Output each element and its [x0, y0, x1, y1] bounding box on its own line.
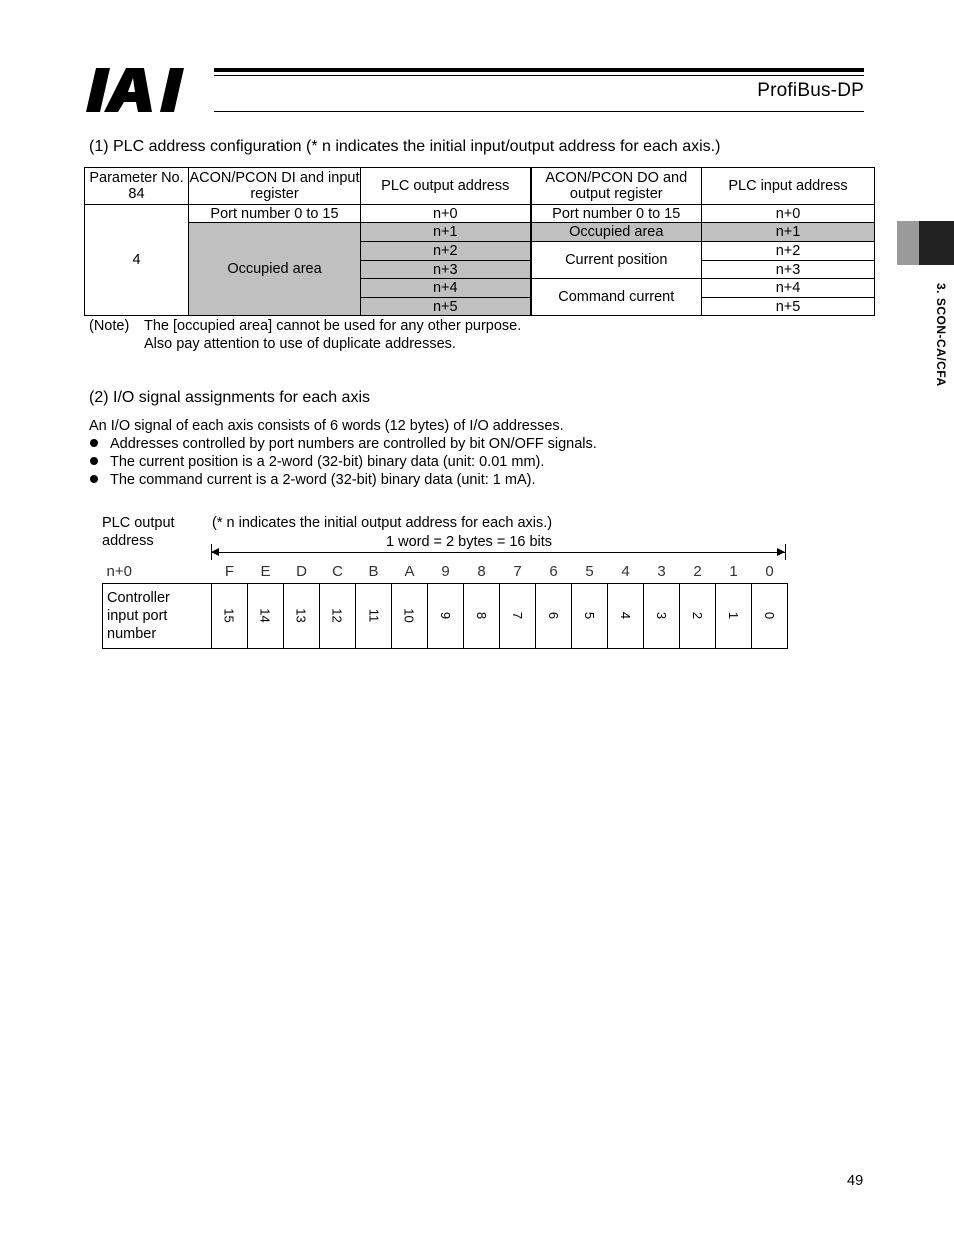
do-occupied: Occupied area — [531, 223, 702, 242]
address-label: n+0 — [106, 562, 132, 580]
plc-output-3: n+3 — [361, 261, 531, 279]
plc-input-1: n+1 — [702, 223, 875, 242]
bit-hex: D — [296, 562, 307, 580]
table-header-row — [85, 168, 875, 205]
bit-hex: E — [260, 562, 271, 580]
side-tab-marker-light — [897, 221, 919, 265]
table-row — [85, 223, 875, 242]
port-number-row — [103, 584, 788, 649]
port-number: 15 — [222, 608, 237, 623]
controller-input-port-label — [103, 584, 212, 649]
plc-input-0: n+0 — [702, 205, 875, 223]
bit-hex: 3 — [657, 562, 666, 580]
port-cell — [212, 584, 248, 649]
bit-hex: B — [368, 562, 379, 580]
header-do: ACON/PCON DO and output register — [531, 168, 702, 205]
port-cell — [644, 584, 680, 649]
note-line1: The [occupied area] cannot be used for any other purpose. — [144, 318, 522, 334]
arrow-left-icon — [211, 548, 219, 556]
bullet-text: The command current is a 2-word (32-bit) binary data (unit: 1 mA). — [110, 472, 536, 488]
note-line2: Also pay attention to use of duplicate addresses. — [144, 336, 456, 352]
di-port: Port number 0 to 15 — [189, 205, 361, 223]
label-line: PLC output — [102, 515, 175, 531]
bit-hex: 7 — [513, 562, 522, 580]
port-number: 12 — [330, 608, 345, 623]
bullet-dot-icon — [90, 457, 98, 465]
port-cell — [464, 584, 500, 649]
port-cell — [572, 584, 608, 649]
plc-input-2: n+2 — [702, 242, 875, 261]
port-number: 1 — [725, 611, 741, 620]
header-plc-input: PLC input address — [702, 168, 875, 205]
section1-heading: (1) PLC address configuration (* n indicates the initial input/output address for each axis.) — [89, 138, 721, 155]
port-cell — [428, 584, 464, 649]
param-value: 4 — [85, 205, 189, 316]
bit-hex: 2 — [693, 562, 702, 580]
plc-address-table — [84, 167, 875, 316]
port-cell — [392, 584, 428, 649]
port-cell — [356, 584, 392, 649]
label-line: Controller — [107, 590, 170, 606]
header-rule-thin — [214, 75, 864, 76]
section2-heading: (2) I/O signal assignments for each axis — [89, 389, 371, 406]
bit-hex: 1 — [729, 562, 738, 580]
port-number: 7 — [509, 611, 525, 620]
port-cell — [320, 584, 356, 649]
port-cell — [752, 584, 788, 649]
header-di: ACON/PCON DI and input register — [189, 168, 361, 205]
bit-hex: C — [332, 562, 343, 580]
plc-output-address-label — [102, 514, 175, 550]
port-number: 0 — [761, 611, 777, 620]
bit-assignment-table — [102, 559, 788, 649]
plc-output-5: n+5 — [361, 298, 531, 316]
dimension-line — [212, 552, 785, 553]
plc-input-5: n+5 — [702, 298, 875, 316]
header-rule-bottom — [214, 111, 864, 112]
plc-output-2: n+2 — [361, 242, 531, 261]
header-parameter: Parameter No. 84 — [85, 168, 189, 205]
port-number: 8 — [473, 611, 489, 620]
label-line: number — [107, 626, 157, 642]
header-title: ProfiBus-DP — [757, 80, 864, 101]
side-tab-label: 3. SCON-CA/CFA — [934, 283, 948, 387]
port-cell — [284, 584, 320, 649]
section2-intro: An I/O signal of each axis consists of 6 words (12 bytes) of I/O addresses. — [89, 418, 564, 434]
plc-input-3: n+3 — [702, 261, 875, 279]
arrow-right-icon — [777, 548, 785, 556]
do-current-position: Current position — [531, 242, 702, 279]
port-number: 6 — [545, 611, 561, 620]
bit-hex: 8 — [477, 562, 486, 580]
dimension-tick-right — [785, 544, 786, 560]
label-line: input port — [107, 608, 168, 624]
port-number: 13 — [294, 608, 309, 623]
bullet-item — [90, 454, 544, 470]
di-occupied: Occupied area — [189, 223, 361, 316]
bit-hex: 9 — [441, 562, 450, 580]
port-number: 9 — [437, 611, 453, 620]
diagram-note: (* n indicates the initial output address for each axis.) — [212, 515, 553, 531]
do-command-current: Command current — [531, 279, 702, 316]
bit-hex: 4 — [621, 562, 630, 580]
bit-hex: A — [404, 562, 415, 580]
plc-output-1: n+1 — [361, 223, 531, 242]
bit-hex: 5 — [585, 562, 594, 580]
bit-hex: 6 — [549, 562, 558, 580]
port-cell — [248, 584, 284, 649]
bullet-dot-icon — [90, 475, 98, 483]
port-cell — [500, 584, 536, 649]
table-row — [85, 205, 875, 223]
plc-input-4: n+4 — [702, 279, 875, 298]
port-number: 2 — [689, 611, 705, 620]
header-rule-thick — [214, 68, 864, 72]
page-number: 49 — [847, 1173, 864, 1189]
bullet-text: Addresses controlled by port numbers are controlled by bit ON/OFF signals. — [110, 436, 597, 452]
do-port: Port number 0 to 15 — [531, 205, 702, 223]
header-plc-output: PLC output address — [361, 168, 531, 205]
label-line: address — [102, 533, 154, 549]
port-number: 4 — [617, 611, 633, 620]
bit-hex: 0 — [765, 562, 774, 580]
port-number: 14 — [258, 608, 273, 623]
port-number: 10 — [402, 608, 417, 623]
bit-header-row — [103, 559, 788, 584]
port-cell — [608, 584, 644, 649]
note-label: (Note) — [89, 318, 130, 334]
plc-output-0: n+0 — [361, 205, 531, 223]
port-number: 5 — [581, 611, 597, 620]
port-number: 11 — [366, 608, 381, 623]
bullet-item — [90, 436, 597, 452]
bullet-text: The current position is a 2-word (32-bit) binary data (unit: 0.01 mm). — [110, 454, 545, 470]
port-number: 3 — [653, 611, 669, 620]
bullet-item — [90, 472, 536, 488]
port-cell — [716, 584, 752, 649]
bullet-dot-icon — [90, 439, 98, 447]
port-cell — [680, 584, 716, 649]
port-cell — [536, 584, 572, 649]
plc-output-4: n+4 — [361, 279, 531, 298]
iai-logo — [86, 66, 206, 114]
side-tab-marker-dark — [919, 221, 954, 265]
word-size-label: 1 word = 2 bytes = 16 bits — [386, 534, 553, 550]
bit-hex: F — [224, 562, 235, 580]
